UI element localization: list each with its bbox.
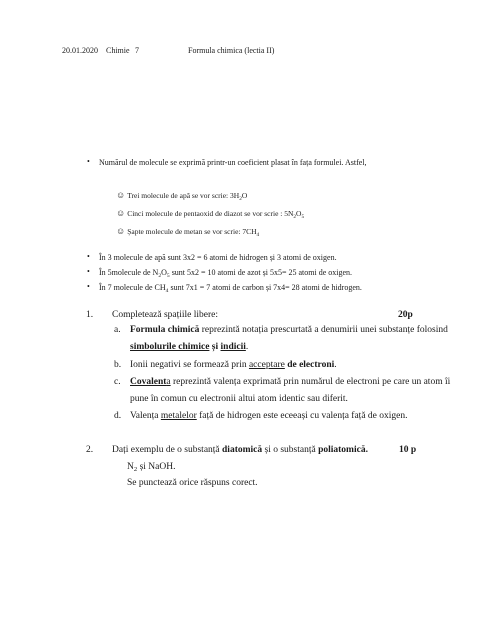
bullet-dot: • (87, 252, 90, 261)
q2-points: 10 p (399, 445, 417, 455)
q1-a-line1: Formula chimică reprezintă notația prescurtată a denumirii unei substanțe folosind (130, 325, 448, 335)
q1-b-label: b. (114, 360, 122, 370)
example-water: ☺ Trei molecule de apă se vor scrie: $3H_2O$ (116, 190, 248, 202)
example-pentaoxide: ☺ Cinci molecule de pentaoxid de diazot se vor scrie : $5N_2O_5$ (116, 208, 305, 220)
bullet-pentaoxide-atoms: În 5molecule de $N_2O_5$ sunt 5x2 = 10 atomi de azot și 5x5= 25 atomi de oxigen. (99, 268, 353, 279)
q2-text: Dați exemplu de o substanță diatomică și o substanță poliatomică. (112, 445, 368, 455)
bullet-water-atoms: În 3 molecule de apă sunt 3x2 = 6 atomi de hidrogen și 3 atomi de oxigen. (99, 253, 337, 262)
q1-a-label: a. (114, 325, 121, 335)
intro-bullet-1: Numărul de molecule se exprimă printr-un coeficient plasat în fața formulei. Astfel, (99, 158, 367, 167)
q1-b-line: Ionii negativi se formează prin acceptare de electroni. (130, 360, 337, 370)
bullet-dot: • (87, 157, 90, 166)
smiley-icon: ☺ (116, 208, 126, 218)
smiley-icon: ☺ (116, 226, 126, 236)
bullet-methane-atoms: În 7 molecule de $CH_4$ sunt 7x1 = 7 atomi de carbon și 7x4= 28 atomi de hidrogen. (99, 283, 362, 294)
header-subject: Chimie (106, 46, 130, 55)
q1-d-line: Valența metalelor față de hidrogen este eceeași cu valența față de oxigen. (130, 411, 408, 421)
example-methane: ☺ Șapte molecule de metan se vor scrie: $7CH_4$ (116, 226, 260, 238)
header-date: 20.01.2020 (62, 46, 98, 55)
q1-c-line1: Covalenta reprezintă valența exprimată prin numărul de electroni pe care un atom îi (130, 377, 451, 387)
q1-a-line2: simbolurile chimice și indicii. (130, 342, 249, 352)
q1-points: 20p (398, 310, 413, 320)
smiley-icon: ☺ (116, 190, 126, 200)
q1-c-line2: pune în comun cu electronii altui atom identic sau diferit. (130, 394, 348, 404)
q1-c-label: c. (114, 377, 121, 387)
bullet-dot: • (87, 267, 90, 276)
q1-d-label: d. (114, 411, 122, 421)
q2-answer-1: $N_2$ și NaOH. (127, 462, 176, 473)
q1-text: Completează spațiile libere: (112, 310, 219, 320)
q1-number: 1. (86, 310, 94, 320)
q2-number: 2. (86, 445, 94, 455)
header-grade: 7 (135, 46, 139, 55)
header-title: Formula chimica (lectia II) (188, 46, 275, 55)
q2-answer-2: Se punctează orice răspuns corect. (127, 478, 258, 488)
bullet-dot: • (87, 282, 90, 291)
